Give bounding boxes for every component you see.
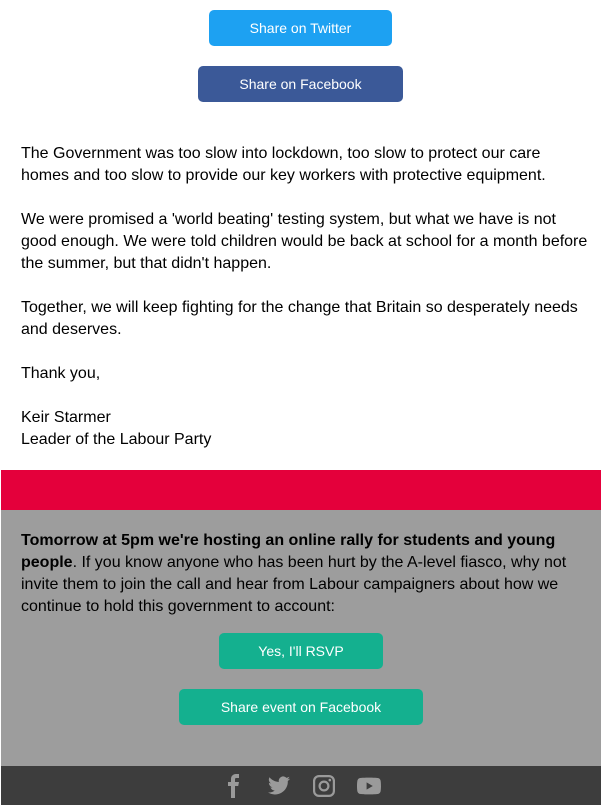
rally-headline: Tomorrow at 5pm we're hosting an online rally for students and young people <box>21 532 556 571</box>
instagram-icon[interactable] <box>312 774 336 798</box>
rsvp-button[interactable]: Yes, I'll RSVP <box>219 633 383 669</box>
share-event-on-facebook-button[interactable]: Share event on Facebook <box>179 689 423 725</box>
rally-panel <box>1 510 601 766</box>
rally-body-text: . If you know anyone who has been hurt by the A-level fiasco, why not invite them to join the call and hear from Labour campaigners about how we continue to hold this government to account: <box>21 554 567 615</box>
letter-closing: Thank you, <box>21 365 101 382</box>
facebook-icon[interactable] <box>222 774 246 798</box>
youtube-icon[interactable] <box>357 774 381 798</box>
share-on-facebook-button[interactable]: Share on Facebook <box>198 66 403 102</box>
letter-paragraph: We were promised a 'world beating' testing system, but what we have is not good enough. We were told children would be back at school for a month before the summer, but that didn't happen. <box>21 211 588 272</box>
social-footer <box>1 766 601 805</box>
letter-body <box>21 143 589 451</box>
letter-paragraph: The Government was too slow into lockdown, too slow to protect our care homes and too slow to provide our key workers with protective equipment. <box>21 145 546 184</box>
red-divider-band <box>1 470 601 510</box>
rally-description <box>21 530 581 618</box>
share-on-twitter-button[interactable]: Share on Twitter <box>209 10 392 46</box>
twitter-icon[interactable] <box>267 774 291 798</box>
letter-paragraph: Together, we will keep fighting for the change that Britain so desperately needs and deserves. <box>21 299 578 338</box>
signature-name: Keir Starmer <box>21 409 111 426</box>
signature-title: Leader of the Labour Party <box>21 431 212 448</box>
